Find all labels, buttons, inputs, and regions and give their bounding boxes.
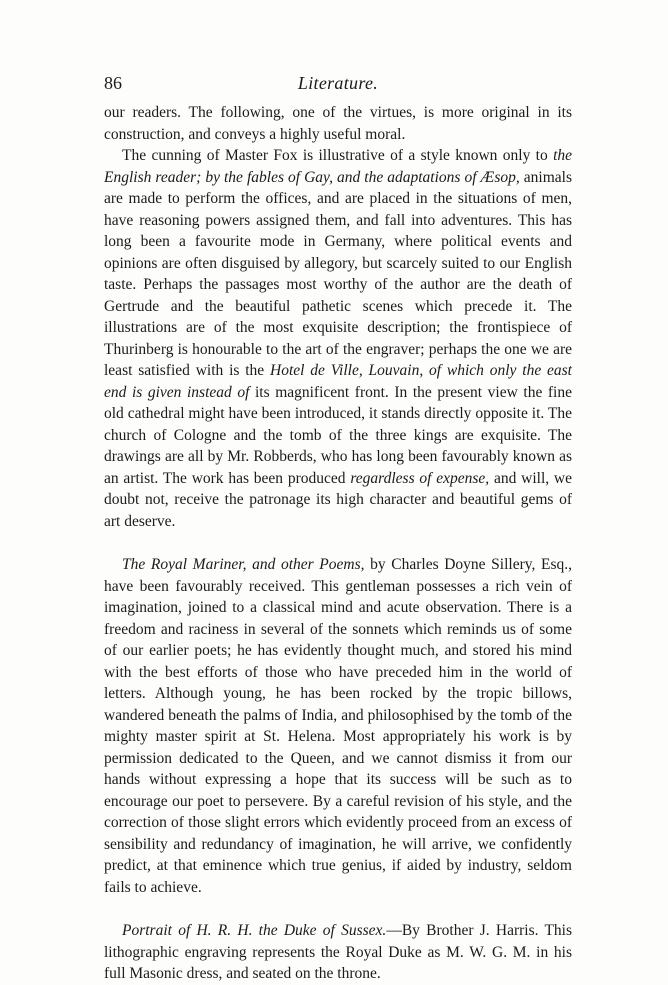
body-text (104, 102, 572, 985)
text-segment: its magnificent front. In the present view the fine old cathedral might have been introduced, it stands directly opposite it. The church of Cologne and the tomb of the three kings are exquisite. The drawings are all by Mr. Robberds, who has long been favourably known as an artist. The work has been produced (104, 383, 572, 487)
paragraph-master-fox-review (104, 145, 572, 532)
text-segment: by Charles Doyne Sillery, Esq., have been favourably received. This gentleman possesses a rich vein of imagination, joined to a classical mind and acute observation. There is a freedom and raciness in several of the sonnets which reminds us of some of our earlier poets; he has evidently thought much, and stored his mind with the best efforts of those who have preceded him in the world of letters. Although young, he has been rocked by the tropic billows, wandered beneath the palms of India, and philosophised by the tomb of the mighty master spirit at St. Helena. Most appropriately his work is by permission dedicated to the Queen, and we cannot dismiss it from our hands without expressing a hope that its success will be such as to encourage our poet to persevere. By a careful revision of his style, and the correction of those slight errors which evidently proceed from an excess of sensibility and redundancy of imagination, he will arrive, we confidently predict, at that eminence which true genius, if aided by industry, seldom fails to achieve. (104, 556, 573, 896)
text-segment: The cunning of Master Fox is illustrative of a style known only to (122, 147, 554, 164)
running-title: Literature. (297, 73, 379, 93)
italic-text-segment: regardless of expense, (350, 469, 490, 487)
italic-text-segment: Hotel de Ville, Louvain, of which only the east end is given instead of (104, 362, 572, 401)
text-segment: —By Brother J. Harris. This lithographic engraving represents the Royal Duke as M. W. G. M. in his full Masonic dress, and seated on the throne. (104, 922, 573, 982)
italic-text-segment: the English reader; by the fables of Gay, and the adaptations of Æsop, (104, 147, 572, 186)
page-number: 86 (104, 73, 122, 93)
paragraph-royal-mariner-review (104, 554, 572, 898)
italic-text-segment: The Royal Mariner, and other Poems, (122, 556, 365, 573)
text-segment: and will, we doubt not, receive the patronage its high character and beautiful gems of art deserve. (104, 469, 572, 530)
paragraph-continuation (104, 102, 572, 145)
italic-text-segment: Portrait of H. R. H. the Duke of Sussex. (122, 922, 387, 939)
text-segment: our readers. The following, one of the virtues, is more original in its construction, and conveys a highly useful moral. (104, 104, 572, 143)
running-head (104, 70, 572, 96)
text-segment: animals are made to perform the offices, and are placed in the situations of men, have reasoning powers assigned them, and fall into adventures. This has long been a favourite mode in Germany, where political events and opinions are often disguised by allegory, but scarcely suited to our English taste. Perhaps the passages most worthy of the author are the death of Gertrude and the beautiful pathetic scenes which precede it. The illustrations are of the most exquisite description; the frontispiece of Thurinberg is honourable to the art of the engraver; perhaps the one we are least satisfied with is the (104, 168, 572, 379)
